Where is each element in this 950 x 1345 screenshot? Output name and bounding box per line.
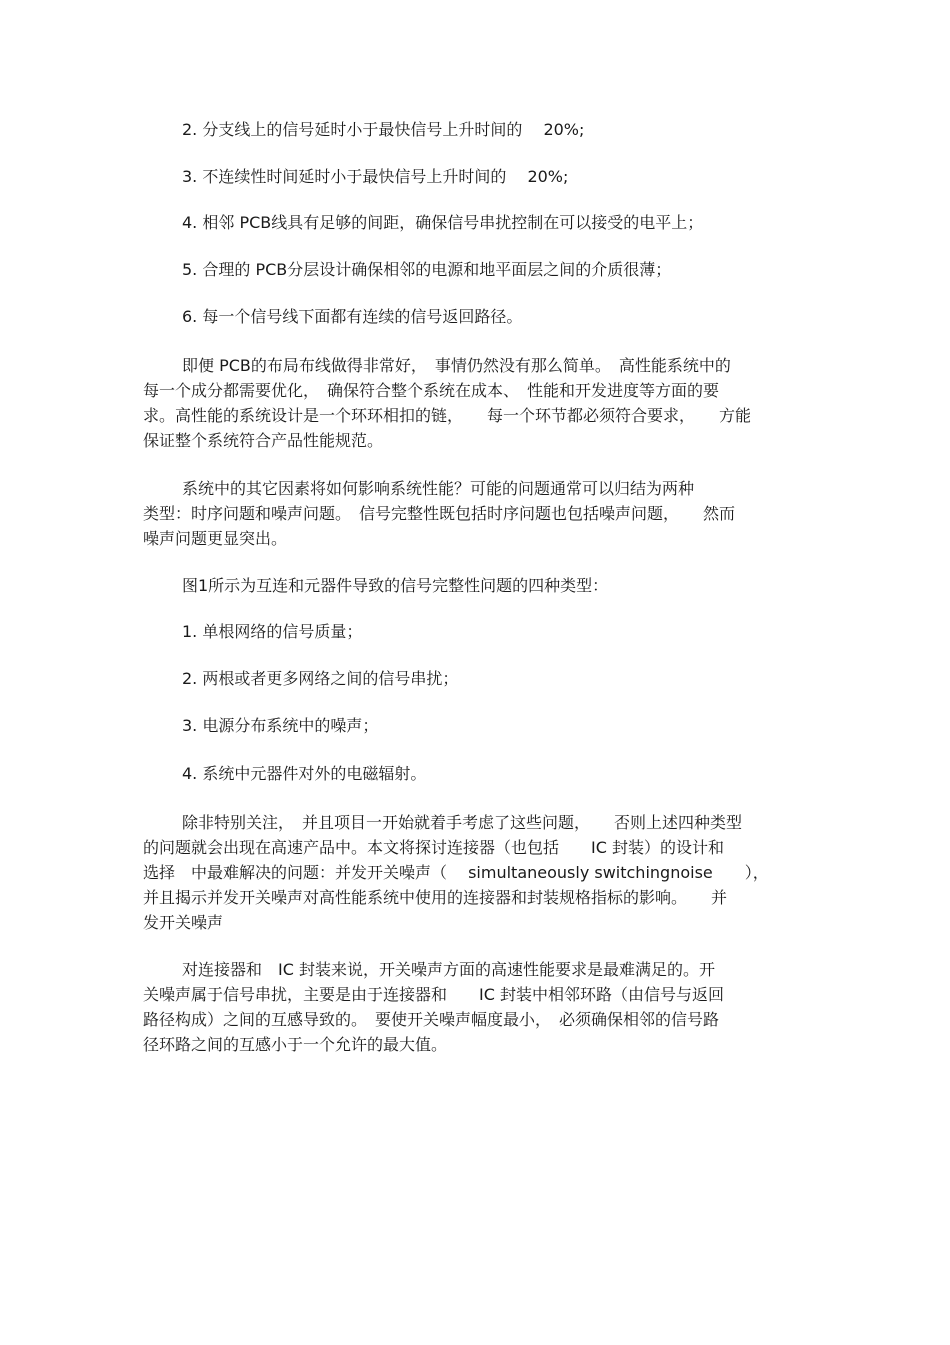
paragraph-line: 关噪声属于信号串扰，主要是由于连接器和 IC 封装中相邻环路（由信号与返回 <box>143 985 724 1004</box>
list-item: 1. 单根网络的信号质量； <box>182 622 363 641</box>
paragraph-line: 路径构成）之间的互感导致的。 要使开关噪声幅度最小， 必须确保相邻的信号路 <box>143 1010 720 1029</box>
list-item: 3. 电源分布系统中的噪声； <box>182 716 379 735</box>
paragraph-line: 发开关噪声 <box>143 913 224 932</box>
paragraph-line: 保证整个系统符合产品性能规范。 <box>143 431 384 450</box>
paragraph-line: 求。高性能的系统设计是一个环环相扣的链， 每一个环节都必须符合要求， 方能 <box>143 406 752 425</box>
list-item: 5. 合理的 PCB分层设计确保相邻的电源和地平面层之间的介质很薄； <box>182 260 672 279</box>
paragraph-line: 图1所示为互连和元器件导致的信号完整性问题的四种类型： <box>182 576 609 595</box>
paragraph-line: 选择 中最难解决的问题：并发开关噪声（ simultaneously switchingnoise ）， <box>143 863 769 882</box>
paragraph-line: 对连接器和 IC 封装来说，开关噪声方面的高速性能要求是最难满足的。开 <box>182 960 715 979</box>
list-item: 3. 不连续性时间延时小于最快信号上升时间的 20%; <box>182 167 569 186</box>
paragraph <box>143 353 807 453</box>
paragraph <box>143 476 807 551</box>
paragraph-line: 的问题就会出现在高速产品中。本文将探讨连接器（也包括 IC 封装）的设计和 <box>143 838 724 857</box>
paragraph-line: 类型：时序问题和噪声问题。 信号完整性既包括时序问题也包括噪声问题， 然而 <box>143 504 736 523</box>
paragraph <box>143 957 807 1057</box>
paragraph-line: 径环路之间的互感小于一个允许的最大值。 <box>143 1035 448 1054</box>
list-item: 2. 分支线上的信号延时小于最快信号上升时间的 20%; <box>182 120 585 139</box>
paragraph-line: 噪声问题更显突出。 <box>143 529 288 548</box>
paragraph-line: 系统中的其它因素将如何影响系统性能？可能的问题通常可以归结为两种 <box>182 479 695 498</box>
list-item: 6. 每一个信号线下面都有连续的信号返回路径。 <box>182 307 523 326</box>
list-item: 4. 相邻 PCB线具有足够的间距，确保信号串扰控制在可以接受的电平上； <box>182 213 704 232</box>
paragraph-line: 并且揭示并发开关噪声对高性能系统中使用的连接器和封装规格指标的影响。 并 <box>143 888 728 907</box>
paragraph-line: 即便 PCB的布局布线做得非常好， 事情仍然没有那么简单。 高性能系统中的 <box>182 356 731 375</box>
paragraph <box>143 573 807 598</box>
list-item: 4. 系统中元器件对外的电磁辐射。 <box>182 764 427 783</box>
paragraph-line: 除非特别关注， 并且项目一开始就着手考虑了这些问题， 否则上述四种类型 <box>182 813 743 832</box>
paragraph <box>143 810 807 935</box>
paragraph-line: 每一个成分都需要优化， 确保符合整个系统在成本、 性能和开发进度等方面的要 <box>143 381 720 400</box>
list-item: 2. 两根或者更多网络之间的信号串扰； <box>182 669 459 688</box>
